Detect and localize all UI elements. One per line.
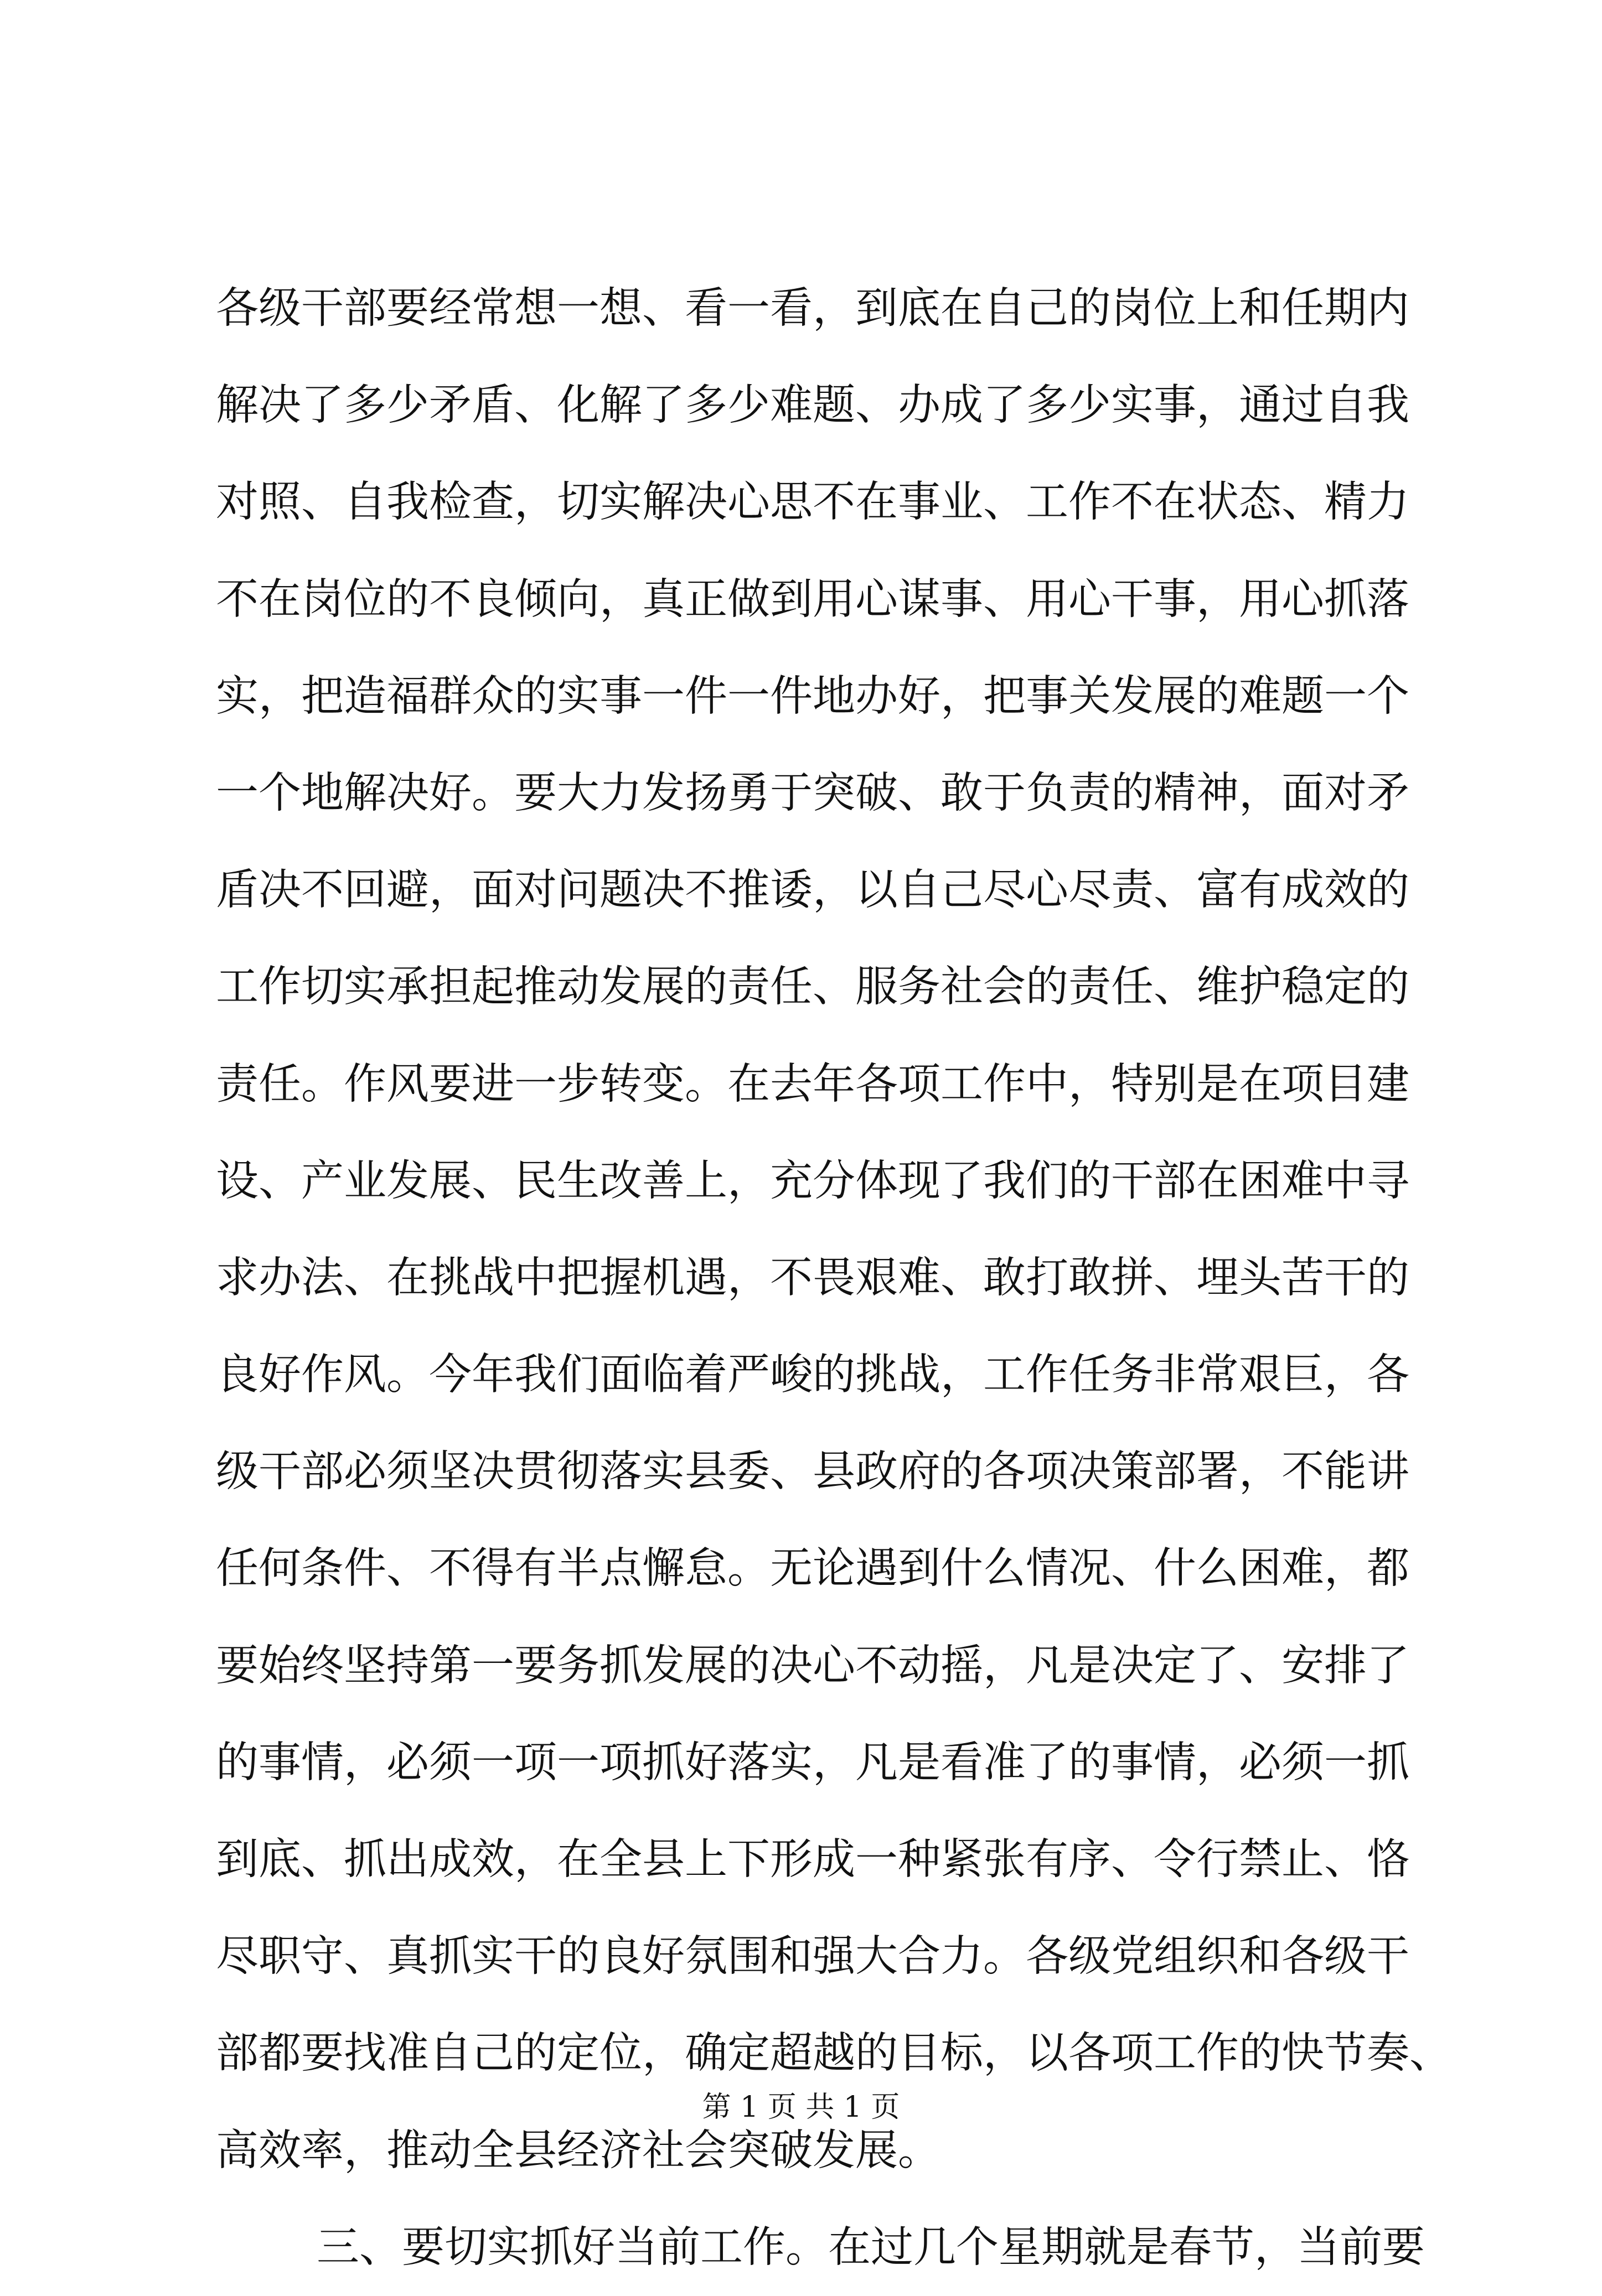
text-line: 一个地解决好。要大力发扬勇于突破、敢于负责的精神，面对矛 [216,768,1409,818]
text-line: 对照、自我检查，切实解决心思不在事业、工作不在状态、精力 [216,478,1409,527]
section-heading-line: 三、要切实抓好当前工作。在过几个星期就是春节，当前要 [317,2222,1425,2272]
text-line: 实，把造福群众的实事一件一件地办好，把事关发展的难题一个 [216,671,1409,721]
text-line: 工作切实承担起推动发展的责任、服务社会的责任、维护稳定的 [216,962,1409,1012]
text-line: 任何条件、不得有半点懈怠。无论遇到什么情况、什么困难，都 [216,1544,1409,1594]
text-line: 高效率，推动全县经济社会突破发展。 [216,2126,940,2175]
text-line: 到底、抓出成效，在全县上下形成一种紧张有序、令行禁止、恪 [216,1835,1409,1884]
text-line: 部都要找准自己的定位，确定超越的目标，以各项工作的快节奏、 [216,2029,1452,2079]
text-line: 设、产业发展、民生改善上，充分体现了我们的干部在困难中寻 [216,1156,1409,1206]
text-line: 不在岗位的不良倾向，真正做到用心谋事、用心干事，用心抓落 [216,574,1409,624]
body-text [216,260,1452,2296]
text-line: 盾决不回避，面对问题决不推诿，以自己尽心尽责、富有成效的 [216,865,1409,915]
text-line: 良好作风。今年我们面临着严峻的挑战，工作任务非常艰巨，各 [216,1350,1409,1400]
text-line: 解决了多少矛盾、化解了多少难题、办成了多少实事，通过自我 [216,381,1409,431]
text-line: 各级干部要经常想一想、看一看，到底在自己的岗位上和任期内 [216,284,1409,333]
text-line: 责任。作风要进一步转变。在去年各项工作中，特别是在项目建 [216,1059,1409,1109]
text-line: 的事情，必须一项一项抓好落实，凡是看准了的事情，必须一抓 [216,1738,1409,1787]
text-line: 要始终坚持第一要务抓发展的决心不动摇，凡是决定了、安排了 [216,1641,1409,1691]
text-line: 求办法、在挑战中把握机遇，不畏艰难、敢打敢拼、埋头苦干的 [216,1253,1409,1303]
text-line: 尽职守、真抓实干的良好氛围和强大合力。各级党组织和各级干 [216,1932,1409,1982]
page-footer: 第 1 页 共 1 页 [702,2091,900,2124]
text-line: 级干部必须坚决贯彻落实县委、县政府的各项决策部署，不能讲 [216,1447,1409,1497]
